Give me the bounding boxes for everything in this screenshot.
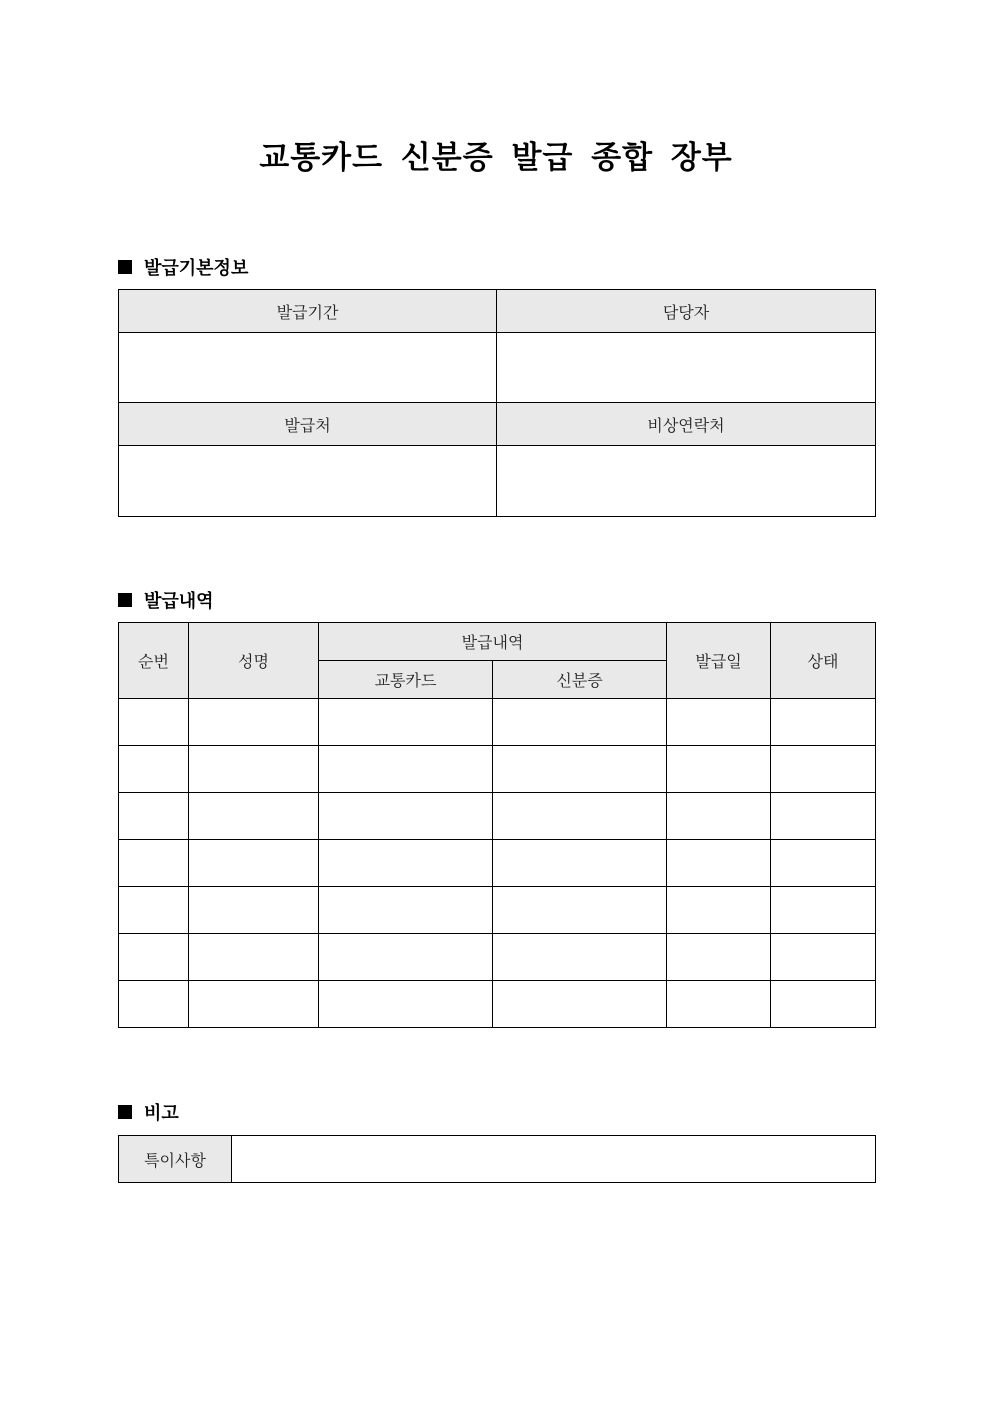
section-label: 발급기본정보 bbox=[144, 258, 249, 279]
cell-transit-card[interactable] bbox=[319, 840, 493, 887]
cell-no[interactable] bbox=[119, 887, 189, 934]
remarks-table bbox=[118, 1135, 876, 1183]
table-row bbox=[119, 981, 876, 1028]
cell-status[interactable] bbox=[771, 887, 876, 934]
header-id-card: 신분증 bbox=[493, 661, 667, 699]
cell-no[interactable] bbox=[119, 840, 189, 887]
field-label-period: 발급기간 bbox=[119, 290, 497, 333]
table-row bbox=[119, 934, 876, 981]
section-issuance-heading bbox=[118, 587, 214, 613]
remarks-label: 특이사항 bbox=[119, 1136, 232, 1183]
cell-status[interactable] bbox=[771, 934, 876, 981]
cell-status[interactable] bbox=[771, 840, 876, 887]
square-bullet-icon bbox=[118, 593, 132, 607]
cell-issue-date[interactable] bbox=[667, 746, 771, 793]
table-row bbox=[119, 793, 876, 840]
cell-no[interactable] bbox=[119, 793, 189, 840]
field-value-manager[interactable] bbox=[497, 333, 876, 403]
section-basic-info-heading bbox=[118, 254, 248, 280]
cell-issue-date[interactable] bbox=[667, 981, 771, 1028]
cell-no[interactable] bbox=[119, 746, 189, 793]
section-remarks-heading bbox=[118, 1099, 179, 1125]
cell-name[interactable] bbox=[189, 746, 319, 793]
cell-no[interactable] bbox=[119, 934, 189, 981]
cell-transit-card[interactable] bbox=[319, 746, 493, 793]
table-row bbox=[119, 746, 876, 793]
cell-name[interactable] bbox=[189, 793, 319, 840]
cell-issue-date[interactable] bbox=[667, 699, 771, 746]
field-value-emergency-contact[interactable] bbox=[497, 446, 876, 517]
header-no: 순번 bbox=[119, 623, 189, 699]
cell-name[interactable] bbox=[189, 699, 319, 746]
header-transit-card: 교통카드 bbox=[319, 661, 493, 699]
cell-transit-card[interactable] bbox=[319, 981, 493, 1028]
cell-status[interactable] bbox=[771, 981, 876, 1028]
header-status: 상태 bbox=[771, 623, 876, 699]
header-issuance-group: 발급내역 bbox=[319, 623, 667, 661]
header-name: 성명 bbox=[189, 623, 319, 699]
table-row bbox=[119, 840, 876, 887]
cell-transit-card[interactable] bbox=[319, 887, 493, 934]
cell-transit-card[interactable] bbox=[319, 793, 493, 840]
cell-issue-date[interactable] bbox=[667, 840, 771, 887]
cell-status[interactable] bbox=[771, 746, 876, 793]
cell-issue-date[interactable] bbox=[667, 887, 771, 934]
issuance-table bbox=[118, 622, 876, 1028]
table-row bbox=[119, 887, 876, 934]
square-bullet-icon bbox=[118, 1105, 132, 1119]
cell-id-card[interactable] bbox=[493, 840, 667, 887]
cell-id-card[interactable] bbox=[493, 699, 667, 746]
section-label: 비고 bbox=[144, 1103, 179, 1124]
cell-name[interactable] bbox=[189, 981, 319, 1028]
cell-id-card[interactable] bbox=[493, 746, 667, 793]
cell-status[interactable] bbox=[771, 793, 876, 840]
remarks-value[interactable] bbox=[232, 1136, 876, 1183]
cell-name[interactable] bbox=[189, 840, 319, 887]
cell-transit-card[interactable] bbox=[319, 934, 493, 981]
section-label: 발급내역 bbox=[144, 591, 214, 612]
table-row bbox=[119, 699, 876, 746]
cell-name[interactable] bbox=[189, 887, 319, 934]
field-value-issuer[interactable] bbox=[119, 446, 497, 517]
square-bullet-icon bbox=[118, 260, 132, 274]
cell-status[interactable] bbox=[771, 699, 876, 746]
cell-id-card[interactable] bbox=[493, 981, 667, 1028]
cell-id-card[interactable] bbox=[493, 793, 667, 840]
cell-no[interactable] bbox=[119, 699, 189, 746]
cell-id-card[interactable] bbox=[493, 934, 667, 981]
cell-no[interactable] bbox=[119, 981, 189, 1028]
cell-name[interactable] bbox=[189, 934, 319, 981]
page-title: 교통카드 신분증 발급 종합 장부 bbox=[259, 140, 733, 176]
field-value-period[interactable] bbox=[119, 333, 497, 403]
field-label-issuer: 발급처 bbox=[119, 403, 497, 446]
field-label-emergency-contact: 비상연락처 bbox=[497, 403, 876, 446]
basic-info-table bbox=[118, 289, 876, 517]
cell-transit-card[interactable] bbox=[319, 699, 493, 746]
header-issue-date: 발급일 bbox=[667, 623, 771, 699]
cell-id-card[interactable] bbox=[493, 887, 667, 934]
cell-issue-date[interactable] bbox=[667, 934, 771, 981]
field-label-manager: 담당자 bbox=[497, 290, 876, 333]
cell-issue-date[interactable] bbox=[667, 793, 771, 840]
